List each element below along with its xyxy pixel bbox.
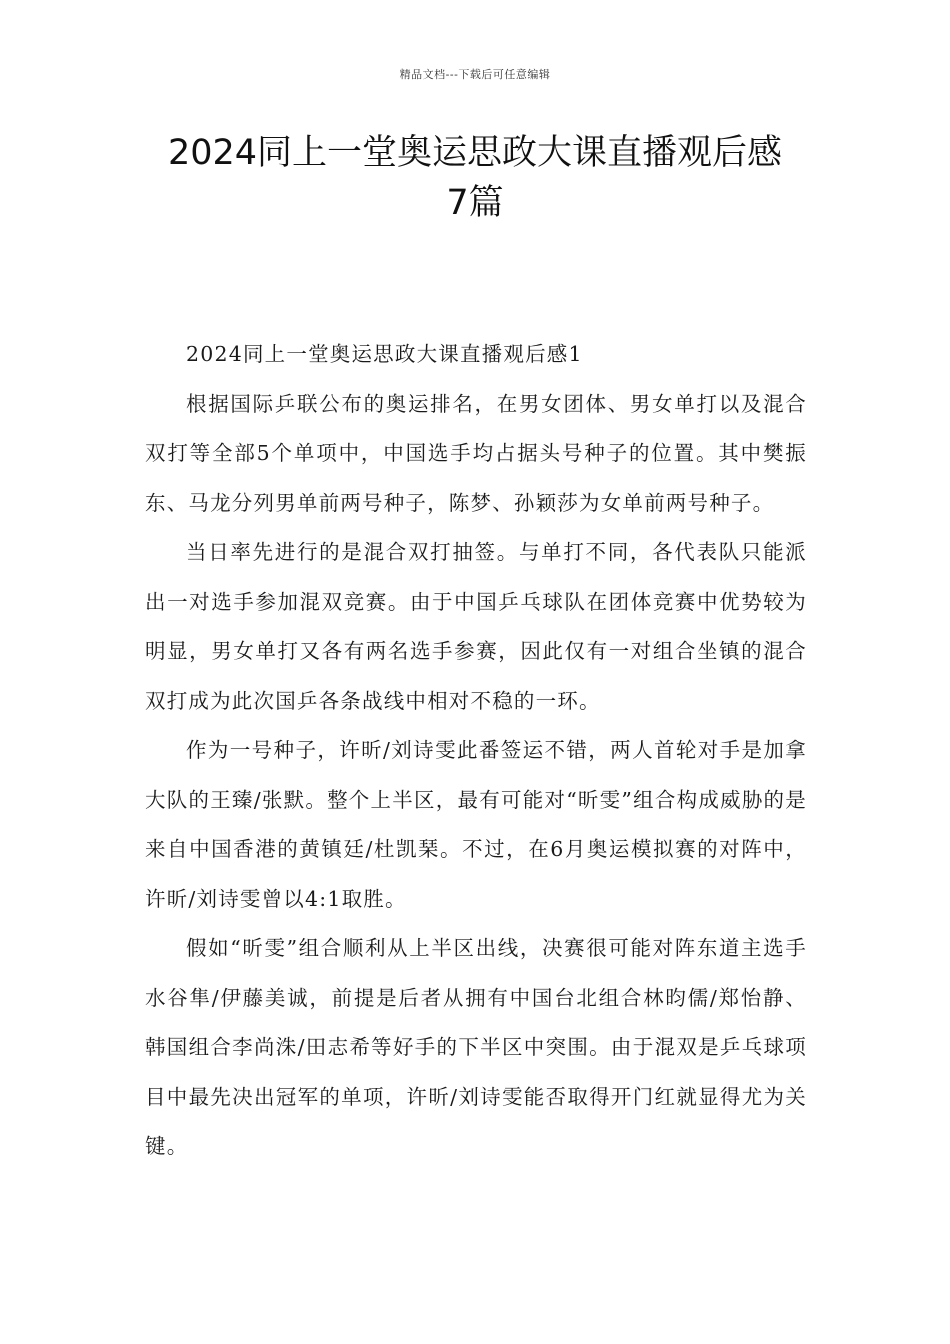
title-line-1: 2024同上一堂奥运思政大课直播观后感 bbox=[167, 133, 783, 173]
title-line-2: 7篇 bbox=[446, 183, 504, 223]
header-note: 精品文档---下载后可任意编辑 bbox=[399, 68, 551, 81]
paragraph-1: 根据国际乒联公布的奥运排名，在男女团体、男女单打以及混合双打等全部5个单项中，中国选手均占据头号种子的位置。其中樊振东、马龙分列男单前两号种子，陈梦、孙颖莎为女单前两号种子。 bbox=[145, 391, 807, 515]
paragraph-3: 作为一号种子，许昕/刘诗雯此番签运不错，两人首轮对手是加拿大队的王臻/张默。整个上半区，最有可能对“昕雯”组合构成威胁的是来自中国香港的黄镇廷/杜凯琹。不过，在6月奥运模拟赛的对阵中，许昕/刘诗雯曾以4:1取胜。 bbox=[145, 738, 807, 911]
section-heading: 2024同上一堂奥运思政大课直播观后感1 bbox=[186, 342, 583, 366]
paragraph-4: 假如“昕雯”组合顺利从上半区出线，决赛很可能对阵东道主选手水谷隼/伊藤美诚，前提是后者从拥有中国台北组合林昀儒/郑怡静、韩国组合李尚洙/田志希等好手的下半区中突围。由于混双是乒乓球项目中最先决出冠军的单项，许昕/刘诗雯能否取得开门红就显得尤为关键。 bbox=[145, 936, 807, 1158]
document-title bbox=[100, 128, 850, 228]
paragraph-2: 当日率先进行的是混合双打抽签。与单打不同，各代表队只能派出一对选手参加混双竞赛。由于中国乒乓球队在团体竞赛中优势较为明显，男女单打又各有两名选手参赛，因此仅有一对组合坐镇的混合双打成为此次国乒各条战线中相对不稳的一环。 bbox=[145, 540, 807, 713]
document-body bbox=[145, 330, 807, 1172]
